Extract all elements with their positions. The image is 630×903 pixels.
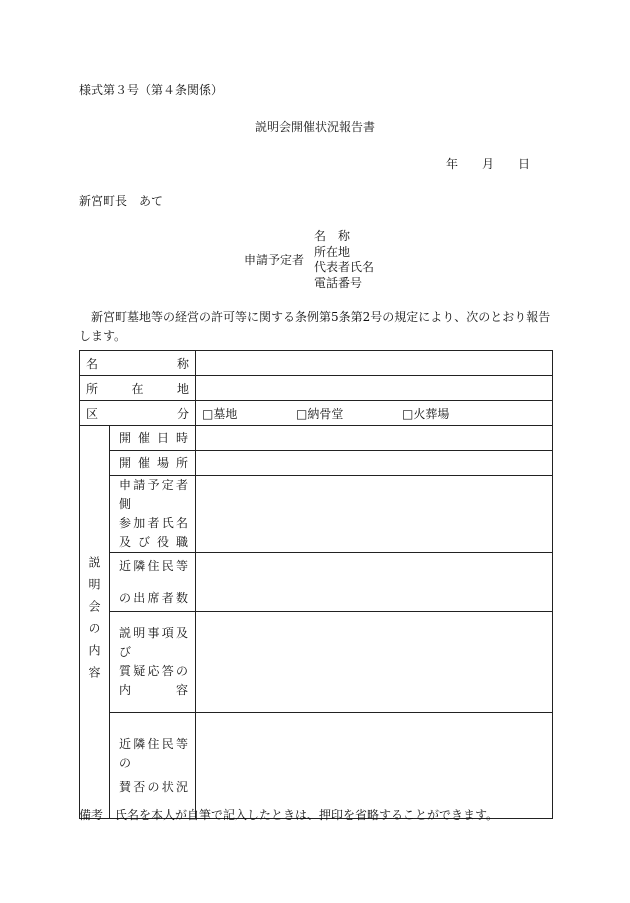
row-label-explanation-line1: 説明事項及び [119, 626, 189, 659]
row-label-cell [110, 553, 196, 612]
row-label-attendees-line2: の出席者数 [119, 590, 189, 605]
report-table [79, 350, 553, 819]
explanation-value-cell[interactable] [196, 612, 553, 713]
row-label-cell [110, 612, 196, 713]
date-month: 月 [482, 157, 495, 171]
attendees-value-cell[interactable] [196, 553, 553, 612]
table-row-attendees [80, 553, 553, 612]
table-row-location [80, 376, 553, 401]
table-row-name [80, 351, 553, 376]
row-label-explanation-line3: 内 容 [119, 683, 189, 697]
applicant-field-representative: 代表者氏名 [314, 260, 375, 274]
addressee: 新宮町長 あて [79, 194, 164, 208]
name-label-cell [80, 351, 196, 376]
place-value-cell[interactable] [196, 451, 553, 476]
section-label: 説明会の内容 [87, 556, 101, 688]
table-row-approval [80, 713, 553, 819]
name-label: 名 称 [86, 356, 190, 371]
category-label: 区 分 [86, 406, 190, 421]
location-value-cell[interactable] [196, 376, 553, 401]
applicant-field-address: 所在地 [314, 244, 351, 259]
row-label-participants-line1: 申請予定者側 [119, 478, 189, 511]
table-row-applicant-participants [80, 476, 553, 553]
row-label-approval-line1: 近隣住民等の [119, 736, 189, 770]
table-row-place [80, 451, 553, 476]
category-option-cemetery[interactable]: □墓地 [202, 406, 238, 421]
row-label-approval-line2: 賛否の状況 [119, 779, 189, 794]
category-option-crematorium[interactable]: □火葬場 [402, 406, 450, 421]
row-label-cell [110, 476, 196, 553]
remarks-note: 備考 氏名を本人が自筆で記入したときは、押印を省略することができます。 [79, 808, 499, 822]
row-label-cell [110, 426, 196, 451]
table-row-explanation [80, 612, 553, 713]
approval-value-cell[interactable] [196, 713, 553, 819]
category-options [196, 401, 553, 426]
row-label-explanation-line2: 質疑応答の [119, 664, 189, 678]
row-label-cell [110, 713, 196, 819]
row-label-participants-line3: 及び役職 [119, 535, 189, 549]
row-label-attendees-line1: 近隣住民等 [119, 558, 189, 573]
row-label-cell [110, 451, 196, 476]
row-label-date: 開催日時 [119, 430, 189, 445]
table-row-date [80, 426, 553, 451]
participants-value-cell[interactable] [196, 476, 553, 553]
applicant-label: 申請予定者 [244, 253, 305, 267]
location-label-cell [80, 376, 196, 401]
location-label: 所在地 [86, 381, 190, 396]
applicant-field-phone: 電話番号 [314, 275, 363, 290]
category-label-cell [80, 401, 196, 426]
date-year: 年 [446, 157, 459, 171]
section-label-cell [80, 426, 110, 819]
applicant-field-name: 名 称 [314, 229, 351, 243]
form-number: 様式第３号（第４条関係） [79, 83, 224, 97]
document-title: 説明会開催状況報告書 [254, 120, 375, 134]
table-row-category [80, 401, 553, 426]
category-option-ossuary[interactable]: □納骨堂 [296, 406, 344, 421]
row-label-place: 開催場所 [119, 455, 189, 470]
name-value-cell[interactable] [196, 351, 553, 376]
date-value-cell[interactable] [196, 426, 553, 451]
date-day: 日 [518, 157, 531, 171]
date-line [446, 155, 530, 172]
applicant-fields [314, 229, 374, 291]
body-text: 新宮町墓地等の経営の許可等に関する条例第5条第2号の規定により、次のとおり報告します。 [79, 310, 551, 343]
row-label-participants-line2: 参加者氏名 [119, 516, 189, 530]
